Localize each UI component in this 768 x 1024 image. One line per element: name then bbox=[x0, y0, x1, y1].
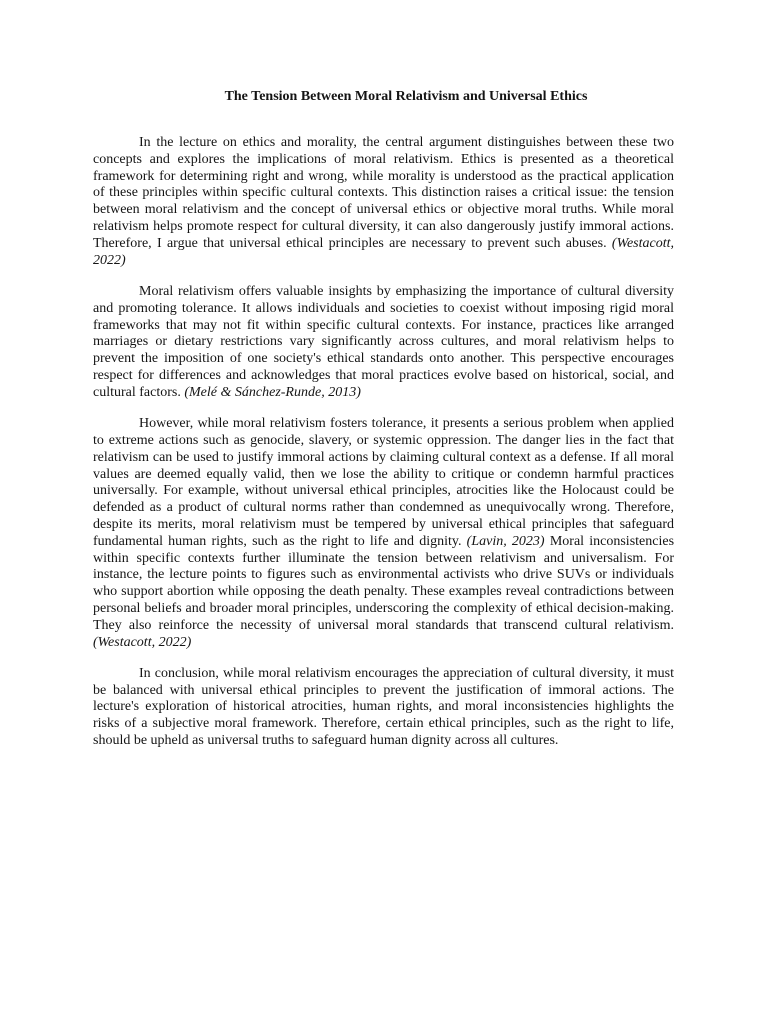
paragraph-text: However, while moral relativism fosters tolerance, it presents a serious problem when applied to extreme actions such as genocide, slavery, or systemic oppression. The danger lies in the fact that relativism can be used to justify immoral actions by claiming cultural context as a defense. If all moral values are deemed equally valid, then we lose the ability to critique or condemn harmful practices universally. For example, without universal ethical principles, atrocities like the Holocaust could be defended as a product of cultural norms rather than condemned as unequivocally wrong. Therefore, despite its merits, moral relativism must be tempered by universal ethical principles that safeguard fundamental human rights, such as the right to life and dignity. bbox=[93, 416, 674, 549]
citation: (Lavin, 2023) bbox=[466, 533, 545, 549]
essay-content bbox=[93, 135, 674, 750]
citation-second: (Westacott, 2022) bbox=[93, 634, 192, 650]
paragraph-text: In conclusion, while moral relativism encourages the appreciation of cultural diversity, it must be balanced with universal ethical principles to prevent the justification of immoral actions. The lecture's exploration of historical atrocities, human rights, and moral inconsistencies highlights the risks of a subjective moral framework. Therefore, certain ethical principles, such as the right to life, should be upheld as universal truths to safeguard human dignity across all cultures. bbox=[93, 665, 674, 749]
paragraph-introduction bbox=[93, 135, 674, 269]
document-title: The Tension Between Moral Relativism and Universal Ethics bbox=[224, 89, 588, 104]
paragraph-text-continued: Moral inconsistencies within specific contexts further illuminate the tension between relativism and universalism. For instance, the lecture points to figures such as environmental activists who drive SUVs or individuals who support abortion while opposing the death penalty. These examples reveal contradictions between personal beliefs and broader moral principles, underscoring the complexity of ethical decision-making. They also reinforce the necessity of universal moral standards that transcend cultural relativism. bbox=[93, 533, 675, 633]
citation: (Melé & Sánchez-Runde, 2013) bbox=[184, 384, 361, 400]
paragraph-conclusion bbox=[93, 666, 674, 750]
paragraph-text: In the lecture on ethics and morality, the central argument distinguishes between these two concepts and explores the implications of moral relativism. Ethics is presented as a theoretical framework for determining right and wrong, while morality is understood as the practical application of these principles within specific cultural contexts. This distinction raises a critical issue: the tension between moral relativism and the concept of universal ethics or objective moral truths. While moral relativism helps promote respect for cultural diversity, it can also dangerously justify immoral actions. Therefore, I argue that universal ethical principles are necessary to prevent such abuses. bbox=[93, 135, 674, 251]
document-body bbox=[93, 88, 674, 764]
paragraph-text: Moral relativism offers valuable insights by emphasizing the importance of cultural diversity and promoting tolerance. It allows individuals and societies to coexist without imposing rigid moral frameworks that may not fit within specific cultural contexts. For instance, practices like arranged marriages or dietary restrictions vary significantly across cultures, and moral relativism helps to prevent the imposition of one society's ethical standards onto another. This perspective encourages respect for differences and acknowledges that moral practices evolve based on historical, social, and cultural factors. bbox=[93, 283, 674, 400]
paragraph-cultural-diversity bbox=[93, 284, 674, 402]
paragraph-relativism-problem bbox=[93, 416, 674, 651]
citation: (Westacott, 2022) bbox=[93, 235, 674, 268]
